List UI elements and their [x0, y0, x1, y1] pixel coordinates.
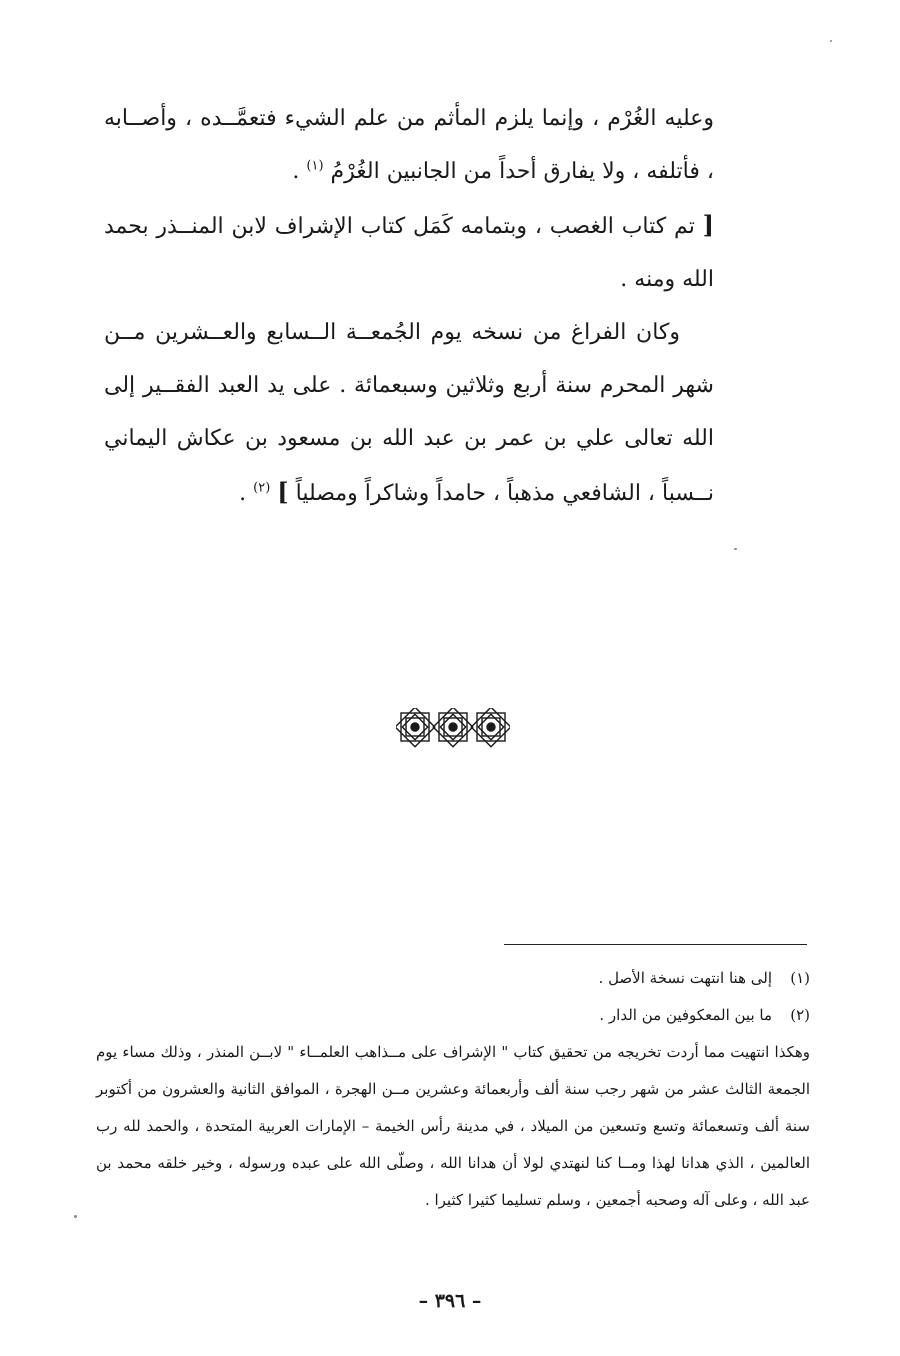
- open-bracket: [: [702, 210, 714, 239]
- colophon-text: وهكذا انتهيت مما أردت تخريجه من تحقيق كتاب " الإشراف على مــذاهب العلمــاء " لابــن المنذر ، وذلك مساء يوم الجمعة الثالث عشر من شهر رجب سنة ألف وأربعمائة وعشرين مــن الهجرة ، الموافق الثانية والعشرون من أكتوبر سنة ألف وتسعمائة وتسع وتسعين من الميلاد ، في مدينة رأس الخيمة – الإمارات العربية المتحدة ، والحمد لله رب العالمين ، الذي هدانا لهذا ومــا كنا لنهتدي لولا أن هدانا الله ، وصلّى الله على عبده ورسوله ، وخير خلقه محمد بن عبد الله ، وعلى آله وصحبه أجمعين ، وسلم تسليما كثيرا كثيرا .: [96, 1043, 810, 1209]
- paragraph-copyist-text: وكان الفراغ من نسخه يوم الجُمعــة الــسابع والعــشرين مــن شهر المحرم سنة أربع وثلاثين وسبعمائة . على يد العبد الفقــير إلى الله تعالى علي بن عمر بن عبد الله بن مسعود بن عكاش اليماني نــسباً ، الشافعي مذهباً ، حامداً وشاكراً ومصلياً: [104, 320, 714, 506]
- footnote-separator: [504, 944, 807, 945]
- footnote-2-number: (٢): [790, 1006, 810, 1024]
- footnote-ref-1: (١): [306, 158, 324, 174]
- page-number: – ٣٩٦ –: [418, 1290, 482, 1312]
- footnote-2: [96, 997, 810, 1034]
- paragraph-copyist-end: .: [239, 481, 254, 506]
- footnotes: [96, 960, 810, 1219]
- footnote-ref-2: (٢): [253, 480, 271, 496]
- paragraph-ruling-end: .: [292, 159, 307, 184]
- footnote-1: [96, 960, 810, 997]
- scan-speck: [734, 548, 737, 550]
- footnote-2-text: ما بين المعكوفين من الدار .: [599, 1006, 772, 1024]
- footnote-1-number: (١): [790, 969, 810, 987]
- triple-star-ornament-icon: [396, 708, 510, 748]
- scan-speck: [74, 1215, 77, 1218]
- paragraph-copyist: [104, 306, 714, 520]
- main-text: [104, 92, 714, 520]
- close-bracket: ]: [277, 477, 289, 506]
- paragraph-book-end-text: تم كتاب الغصب ، وبتمامه كَمَل كتاب الإشراف لابن المنــذر بحمد الله ومنه .: [104, 214, 714, 292]
- paragraph-book-end: [104, 198, 714, 306]
- scan-speck: [830, 40, 832, 42]
- paragraph-ruling: [104, 92, 714, 198]
- paragraph-ruling-text: وعليه الغُرْم ، وإنما يلزم المأثم من علم الشيء فتعمَّــده ، وأصــابه ، فأتلفه ، ولا يفارق أحداً من الجانبين الغُرْمُ: [104, 106, 714, 184]
- footnote-1-text: إلى هنا انتهت نسخة الأصل .: [598, 969, 772, 987]
